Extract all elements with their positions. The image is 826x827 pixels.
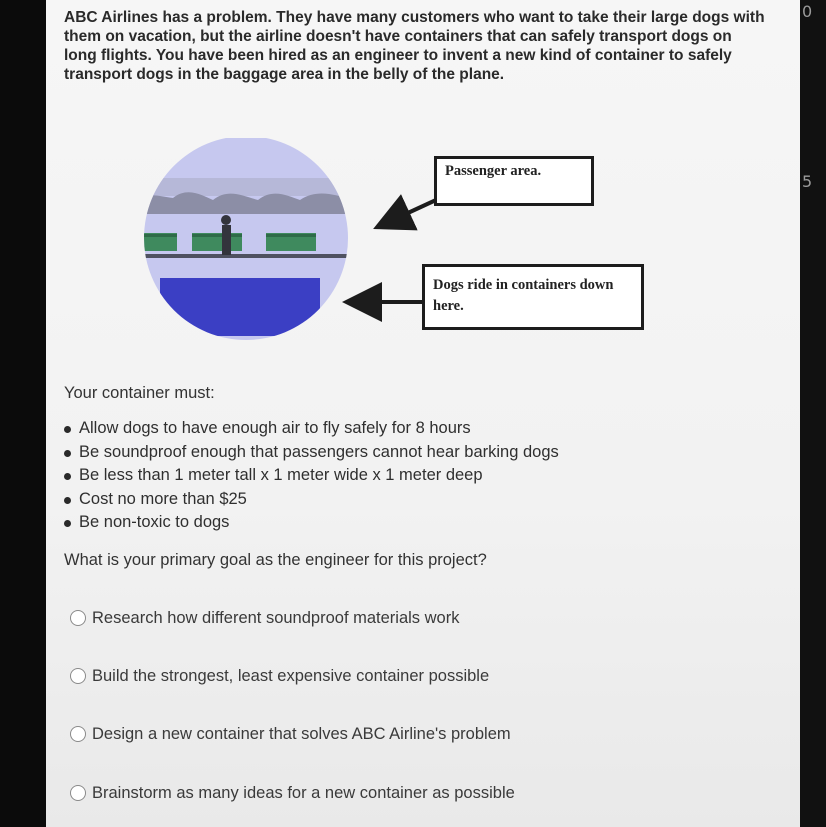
question-page bbox=[46, 0, 800, 827]
screen-edge bbox=[800, 0, 826, 827]
answer-option-design[interactable] bbox=[70, 722, 511, 746]
radio-button[interactable] bbox=[70, 785, 86, 801]
callout-passenger-area bbox=[434, 156, 594, 206]
passenger-figure bbox=[222, 225, 231, 255]
airplane-cross-section-diagram bbox=[118, 138, 618, 368]
radio-button[interactable] bbox=[70, 668, 86, 684]
callout-passenger-area-label: Passenger area. bbox=[445, 163, 542, 179]
answer-option-label: Design a new container that solves ABC Airline's problem bbox=[92, 724, 511, 743]
requirement-item: Be soundproof enough that passengers cannot hear barking dogs bbox=[64, 441, 559, 465]
requirements-list bbox=[64, 417, 559, 535]
answer-option-label: Research how different soundproof materials work bbox=[92, 608, 460, 627]
bullet-icon bbox=[64, 520, 71, 527]
answer-option-label: Brainstorm as many ideas for a new container as possible bbox=[92, 783, 515, 802]
radio-button[interactable] bbox=[70, 726, 86, 742]
bullet-icon bbox=[64, 473, 71, 480]
requirement-item: Allow dogs to have enough air to fly safely for 8 hours bbox=[64, 417, 559, 441]
radio-button[interactable] bbox=[70, 610, 86, 626]
callout-dogs-container-label: Dogs ride in containers down here. bbox=[433, 277, 614, 314]
requirements-heading: Your container must: bbox=[64, 384, 215, 402]
requirement-item: Be less than 1 meter tall x 1 meter wide x 1 meter deep bbox=[64, 464, 559, 488]
bullet-icon bbox=[64, 426, 71, 433]
answer-option-build[interactable] bbox=[70, 664, 489, 688]
edge-glyph: 0 bbox=[802, 2, 813, 21]
answer-option-label: Build the strongest, least expensive container possible bbox=[92, 666, 490, 685]
edge-glyph: 5 bbox=[802, 172, 813, 191]
problem-statement: ABC Airlines has a problem. They have many customers who want to take their large dogs with them on vacation, but the airline doesn't have containers that can safely transport dogs on long flights. You have been hired as an engineer to invent a new kind of container to safely transport dogs in the baggage area in the belly of the plane. bbox=[64, 9, 765, 83]
bullet-icon bbox=[64, 450, 71, 457]
answer-option-brainstorm[interactable] bbox=[70, 781, 515, 805]
answer-option-research[interactable] bbox=[70, 606, 459, 630]
requirement-item: Be non-toxic to dogs bbox=[64, 511, 559, 535]
cargo-container bbox=[160, 278, 320, 336]
question-prompt: What is your primary goal as the engineer for this project? bbox=[64, 551, 487, 569]
callout-dogs-container bbox=[422, 264, 644, 330]
bullet-icon bbox=[64, 497, 71, 504]
requirement-item: Cost no more than $25 bbox=[64, 488, 559, 512]
